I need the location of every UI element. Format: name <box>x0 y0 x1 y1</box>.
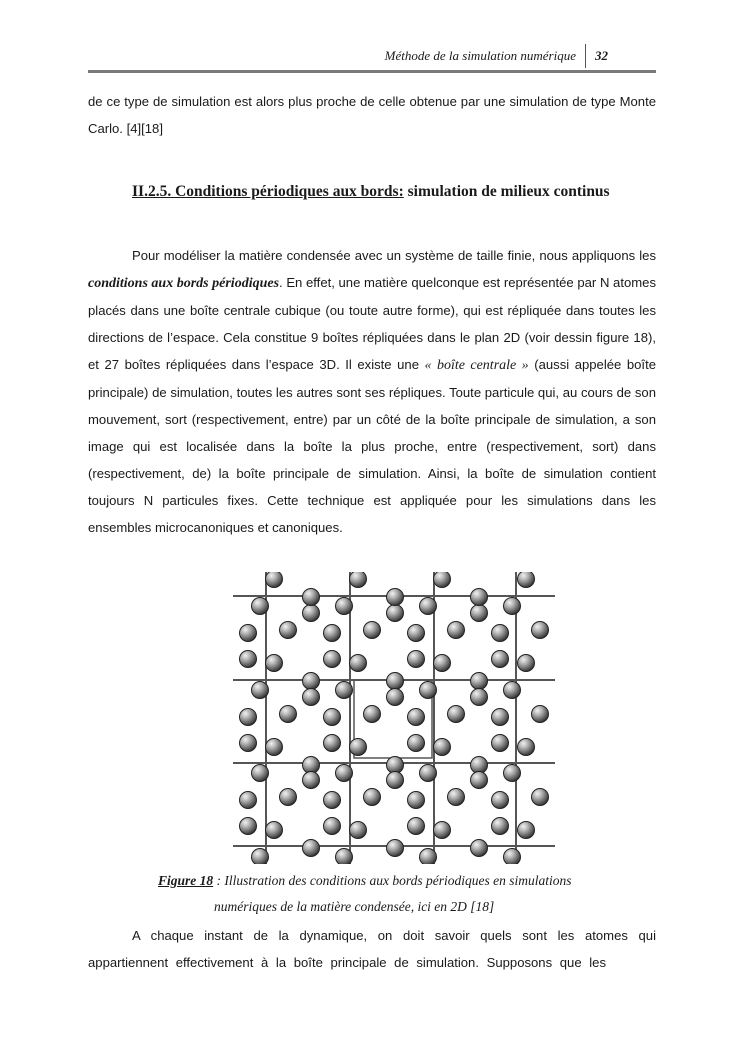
atom <box>387 840 404 857</box>
atom <box>434 655 451 672</box>
atom <box>408 709 425 726</box>
running-header <box>88 44 656 70</box>
atom <box>492 651 509 668</box>
atom <box>324 709 341 726</box>
atom <box>518 822 535 839</box>
atom <box>280 622 297 639</box>
atom <box>387 589 404 606</box>
paragraph-text: Pour modéliser la matière condensée avec un système de taille finie, nous appliquons les <box>132 248 656 263</box>
atom <box>408 651 425 668</box>
atom <box>324 651 341 668</box>
atom <box>303 840 320 857</box>
atom <box>532 706 549 723</box>
atom <box>471 772 488 789</box>
atom <box>280 789 297 806</box>
section-heading-rest: simulation de milieux continus <box>403 183 610 200</box>
atom <box>492 735 509 752</box>
atom <box>504 765 521 782</box>
atom <box>420 598 437 615</box>
atom <box>387 772 404 789</box>
atom <box>434 822 451 839</box>
atom <box>336 682 353 699</box>
atom <box>364 789 381 806</box>
atom <box>350 572 367 588</box>
figure-caption <box>88 868 656 920</box>
atom <box>492 818 509 835</box>
periodic-boundary-figure <box>233 572 555 864</box>
atom <box>303 757 320 774</box>
header-rule <box>88 70 656 73</box>
paragraph-dynamics: A chaque instant de la dynamique, on doit savoir quels sont les atomes qui appartiennent effectivement à la boîte principale de simulation. Supposons que les <box>88 928 656 970</box>
atom <box>324 735 341 752</box>
atom <box>350 655 367 672</box>
atom <box>408 818 425 835</box>
atom <box>266 822 283 839</box>
paragraph-periodic-conditions <box>88 242 656 541</box>
paragraph-text: (aussi appelée boîte principale) de simulation, toutes les autres sont ses répliques. Toute particule qui, au cours de son mouvement, sort (respectivement, entre) par un côté de la boîte principale de simulation, a son image qui est localisée dans la boîte la plus proche, entre (respectivement, sort) dans (respectivement, de) la boîte principale de simulation. Ainsi, la boîte de simulation contient toujours N particules fixes. Cette technique est appliquée pour les simulations dans les ensembles microcanoniques et canoniques. <box>88 357 656 535</box>
atom <box>303 689 320 706</box>
atom <box>492 792 509 809</box>
atom <box>448 789 465 806</box>
atom <box>266 572 283 588</box>
atom <box>240 818 257 835</box>
atom <box>504 682 521 699</box>
atom <box>387 757 404 774</box>
paragraph-intro: de ce type de simulation est alors plus proche de celle obtenue par une simulation de type Monte Carlo. [4][18] <box>88 94 656 136</box>
atom <box>252 849 269 865</box>
atom <box>532 622 549 639</box>
atom <box>364 706 381 723</box>
atom <box>492 625 509 642</box>
emphasis-central-box: « boîte centrale » <box>424 358 529 373</box>
atom <box>387 605 404 622</box>
atom <box>448 706 465 723</box>
atom <box>252 765 269 782</box>
atom <box>240 709 257 726</box>
atom <box>240 625 257 642</box>
atom <box>471 840 488 857</box>
atom <box>448 622 465 639</box>
atom <box>252 682 269 699</box>
atom <box>387 673 404 690</box>
atom <box>532 789 549 806</box>
atom <box>408 735 425 752</box>
atom <box>336 598 353 615</box>
atom <box>518 655 535 672</box>
section-heading <box>88 177 656 206</box>
page-number: 32 <box>595 48 608 63</box>
atom <box>240 651 257 668</box>
atom <box>336 849 353 865</box>
atom <box>434 739 451 756</box>
atom <box>266 739 283 756</box>
atom <box>240 735 257 752</box>
atom <box>280 706 297 723</box>
atom <box>471 589 488 606</box>
atom <box>408 625 425 642</box>
atom <box>420 849 437 865</box>
figure-label: Figure 18 <box>158 873 214 888</box>
atom <box>471 673 488 690</box>
atom <box>324 792 341 809</box>
atom <box>420 765 437 782</box>
atom <box>266 655 283 672</box>
atom <box>303 772 320 789</box>
atom <box>518 572 535 588</box>
atom <box>336 765 353 782</box>
atom <box>471 689 488 706</box>
atom <box>303 605 320 622</box>
atom <box>324 625 341 642</box>
caption-line-1: : Illustration des conditions aux bords périodiques en simulations <box>213 873 572 888</box>
atom <box>518 739 535 756</box>
atom <box>408 792 425 809</box>
atom <box>303 673 320 690</box>
atom <box>350 822 367 839</box>
caption-line-2: numériques de la matière condensée, ici en 2D [18] <box>214 899 495 914</box>
atom <box>240 792 257 809</box>
atom <box>252 598 269 615</box>
atom <box>492 709 509 726</box>
atom <box>324 818 341 835</box>
atom <box>350 739 367 756</box>
section-heading-title: II.2.5. Conditions périodiques aux bords: <box>132 183 404 200</box>
atom <box>471 757 488 774</box>
atom <box>387 689 404 706</box>
atom <box>434 572 451 588</box>
atom <box>504 598 521 615</box>
atom <box>303 589 320 606</box>
atom <box>420 682 437 699</box>
atom <box>471 605 488 622</box>
atom <box>364 622 381 639</box>
header-separator <box>585 44 586 68</box>
atoms-layer <box>240 572 549 864</box>
atom <box>504 849 521 865</box>
paragraph-text: . En effet, une matière quelconque est représentée par N atomes placés dans une boîte centrale cubique (ou toute autre forme), qui est répliquée dans toutes les directions de l’espace. Cela constitue 9 boîtes répliquées dans le plan 2D (voir dessin figure 18), et 27 boîtes répliquées dans l’espace 3D. Il existe une <box>88 275 656 372</box>
running-header-title: Méthode de la simulation numérique <box>384 48 576 63</box>
emphasis-periodic-conditions: conditions aux bords périodiques <box>88 276 280 291</box>
